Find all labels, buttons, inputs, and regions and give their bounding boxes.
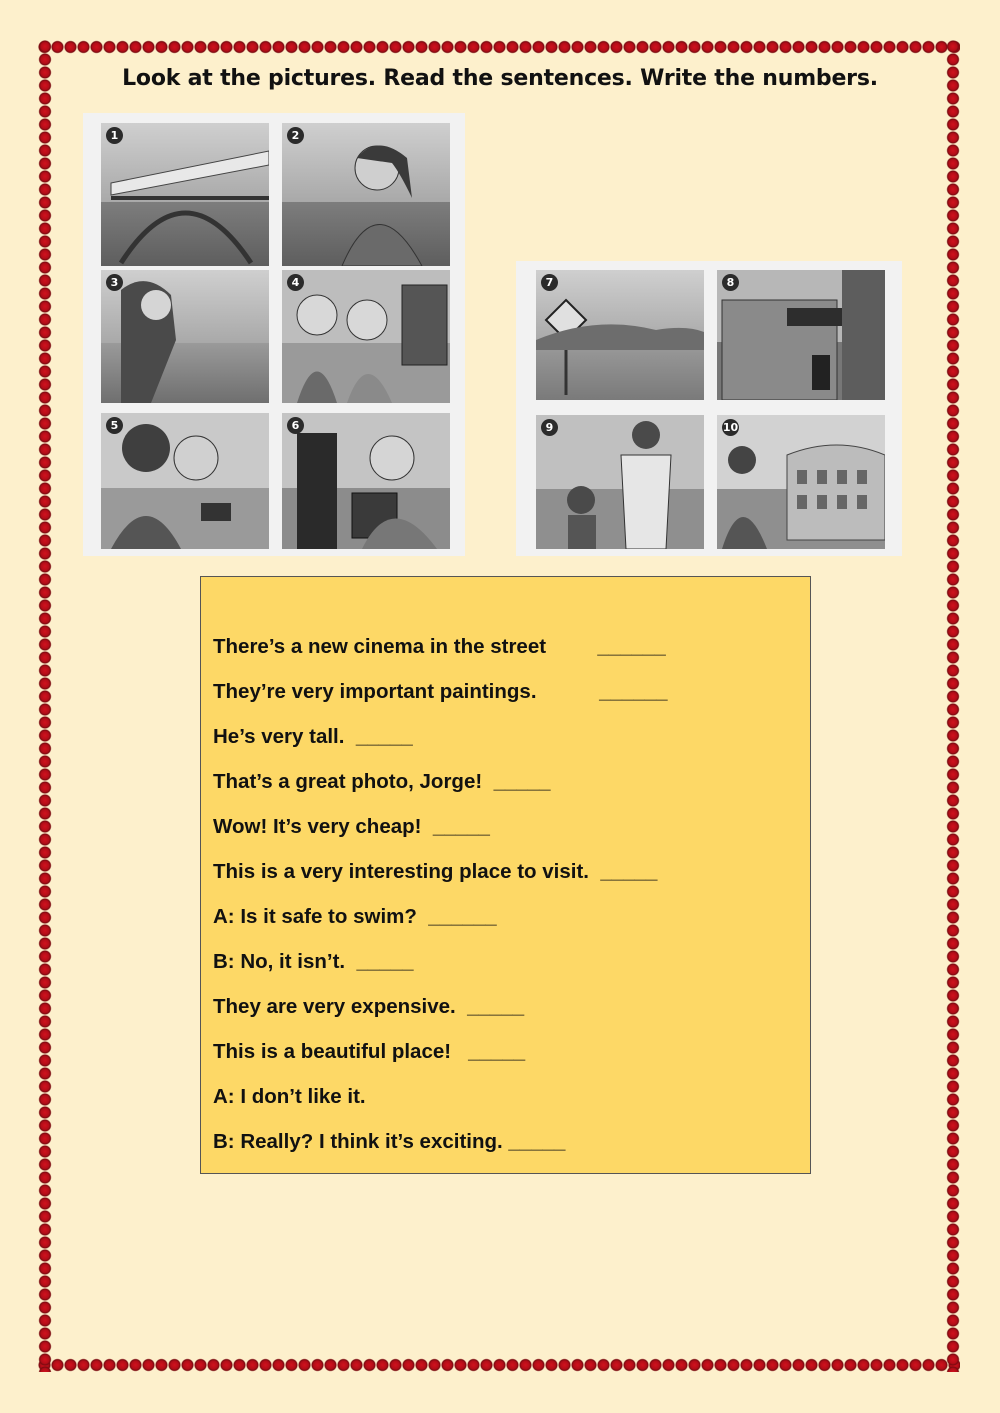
sentence-item[interactable]: He’s very tall. _____ [213,725,413,748]
girl-shopping-picture [282,123,450,266]
sentence-item[interactable]: They are very expensive. _____ [213,995,525,1018]
picture-number: 3 [106,274,123,291]
cinema-building-picture [717,270,885,400]
tall-basketball-player-picture [536,415,704,549]
sentence-item[interactable]: There’s a new cinema in the street ______ [213,635,666,658]
sentence-item[interactable]: This is a beautiful place! _____ [213,1040,526,1063]
colosseum-tourists-picture [717,415,885,549]
bridge-train-picture [101,123,269,266]
worksheet-title: Look at the pictures. Read the sentences. Write the numbers. [122,66,878,91]
sentence-list [213,629,668,1169]
bead-border-right [946,40,960,1372]
picture-number: 6 [287,417,304,434]
sentence-item[interactable]: B: Really? I think it’s exciting. _____ [213,1130,566,1153]
bead-border-left [38,40,52,1372]
picture-number: 2 [287,127,304,144]
pictures-group-7-to-10 [516,261,902,556]
sentence-item[interactable]: B: No, it isn’t. _____ [213,950,414,973]
woman-beach-picture [101,270,269,403]
pictures-group-1-to-6 [83,113,465,556]
sentences-box [200,576,811,1174]
sentence-item[interactable]: A: Is it safe to swim? ______ [213,905,497,928]
picture-number: 9 [541,419,558,436]
bead-border-top [38,40,960,54]
friends-photo-picture [101,413,269,549]
sentence-item[interactable]: This is a very interesting place to visit. _____ [213,860,658,883]
boys-paintings-picture [282,270,450,403]
bead-border-bottom [38,1358,960,1372]
sentence-item[interactable]: They’re very important paintings. ______ [213,680,668,703]
sentence-item[interactable]: That’s a great photo, Jorge! _____ [213,770,551,793]
picture-number: 7 [541,274,558,291]
picture-number: 5 [106,417,123,434]
picture-number: 1 [106,127,123,144]
picture-number: 8 [722,274,739,291]
sentence-item[interactable]: Wow! It’s very cheap! _____ [213,815,490,838]
picture-number: 10 [722,421,739,434]
sentence-item: A: I don’t like it. [213,1085,366,1108]
danger-sign-lake-picture [536,270,704,400]
man-restaurant-bill-picture [282,413,450,549]
picture-number: 4 [287,274,304,291]
